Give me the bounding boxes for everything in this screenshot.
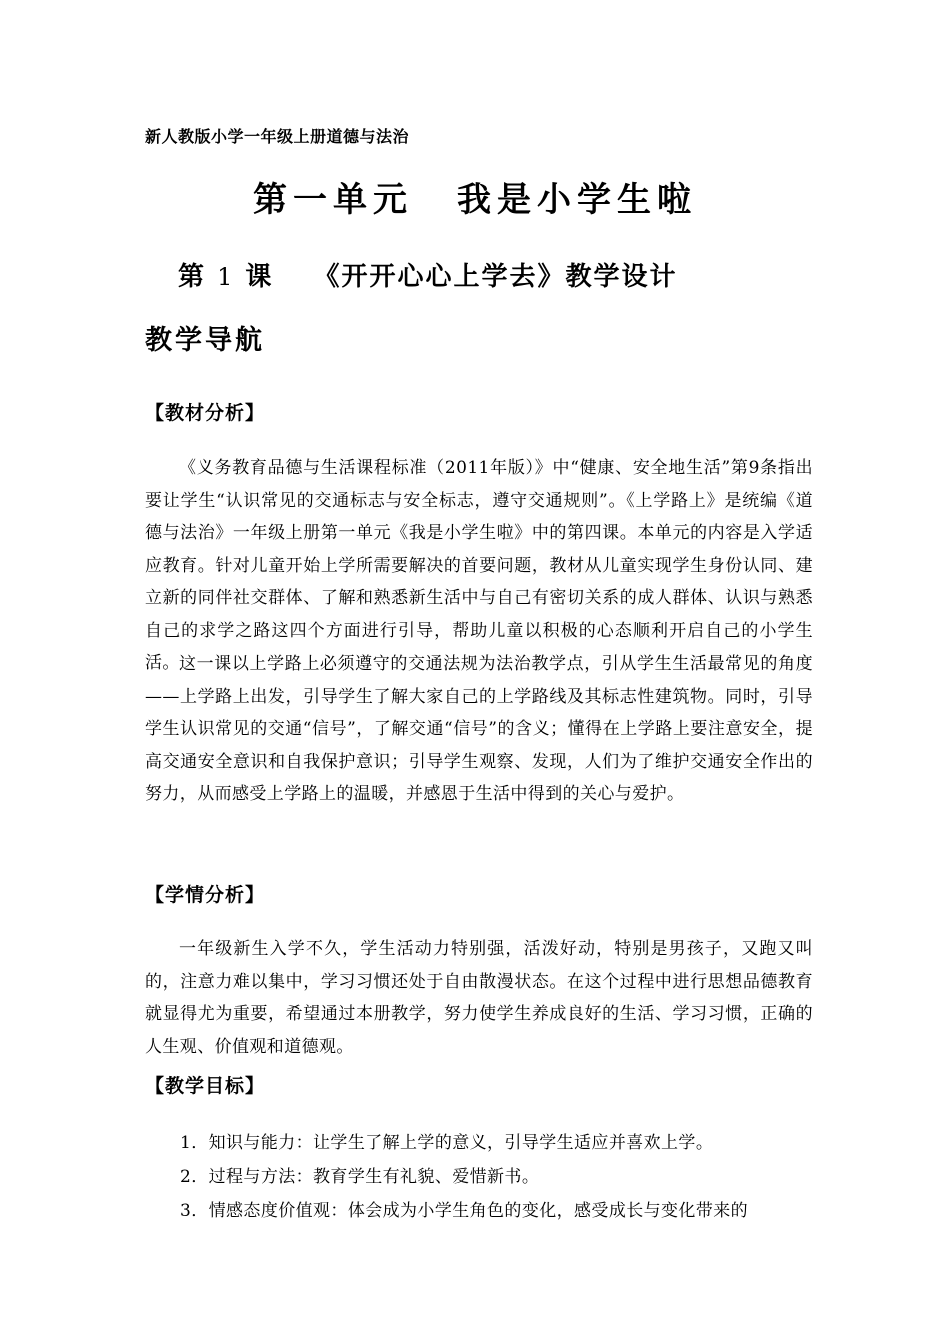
goal-item-1: 1．知识与能力：让学生了解上学的意义，引导学生适应并喜欢上学。 [180,1133,714,1153]
lesson-suffix: 课 [245,262,274,292]
student-paragraph-1: 一年级新生入学不久，学生活动力特别强，活泼好动，特别是男孩子，又跑又叫的，注意力难以集中，学习习惯还处于自由散漫状态。在这个过程中进行思想品德教育就显得尤为重要，希望通过本册教学，努力使学生养成良好的生活、学习习惯，正确的人生观、价值观和道德观。 [145,939,813,1057]
student-analysis-heading: 【学情分析】 [145,884,266,906]
material-analysis-heading: 【教材分析】 [145,402,266,424]
lesson-number: 1 [217,263,235,291]
teaching-nav-title: 教学导航 [145,325,265,356]
unit-title-number: 第一单元 [253,180,413,220]
goal-item-3: 3．情感态度价值观：体会成为小学生角色的变化，感受成长与变化带来的 [180,1201,749,1221]
material-paragraph-1: 《义务教育品德与生活课程标准（2011年版）》中“健康、安全地生活”第9条指出要让学生“认识常见的交通标志与安全标志，遵守交通规则”。《上学路上》是统编《道德与法治》一年级上册第一单元《我是小学生啦》中的第四课。本单元的内容是入学适应教育。针对儿童开始上学所需要解决的首要问题，教材从儿童实现学生身份认同、建立新的同伴社交群体、了解和熟悉新生活中与自己有密切关系的成人群体、认识与熟悉自己的求学之路这四个方面进行引导，帮助儿童以积极的心态顺利开启自己的小学生活。 [145,458,813,673]
unit-title-name: 我是小学生啦 [457,180,697,220]
document-header: 新人教版小学一年级上册道德与法治 [145,127,410,146]
lesson-prefix: 第 [178,262,207,292]
unit-title [0,172,950,221]
teaching-goals-heading: 【教学目标】 [145,1075,266,1097]
goal-item-2: 2．过程与方法：教育学生有礼貌、爱惜新书。 [180,1167,540,1187]
material-paragraph-2: 这一课以上学路上必须遵守的交通法规为法治教学点，引从学生生活最常见的角度——上学路上出发，引导学生了解大家自己的上学路线及其标志性建筑物。同时，引导学生认识常见的交通“信号”，了解交通“信号”的含义；懂得在上学路上要注意安全，提高交通安全意识和自我保护意识；引导学生观察、发现，人们为了维护交通安全作出的努力，从而感受上学路上的温暖，并感恩于生活中得到的关心与爱护。 [145,654,813,804]
lesson-name: 《开开心心上学去》教学设计 [313,262,678,292]
lesson-title [178,256,677,293]
